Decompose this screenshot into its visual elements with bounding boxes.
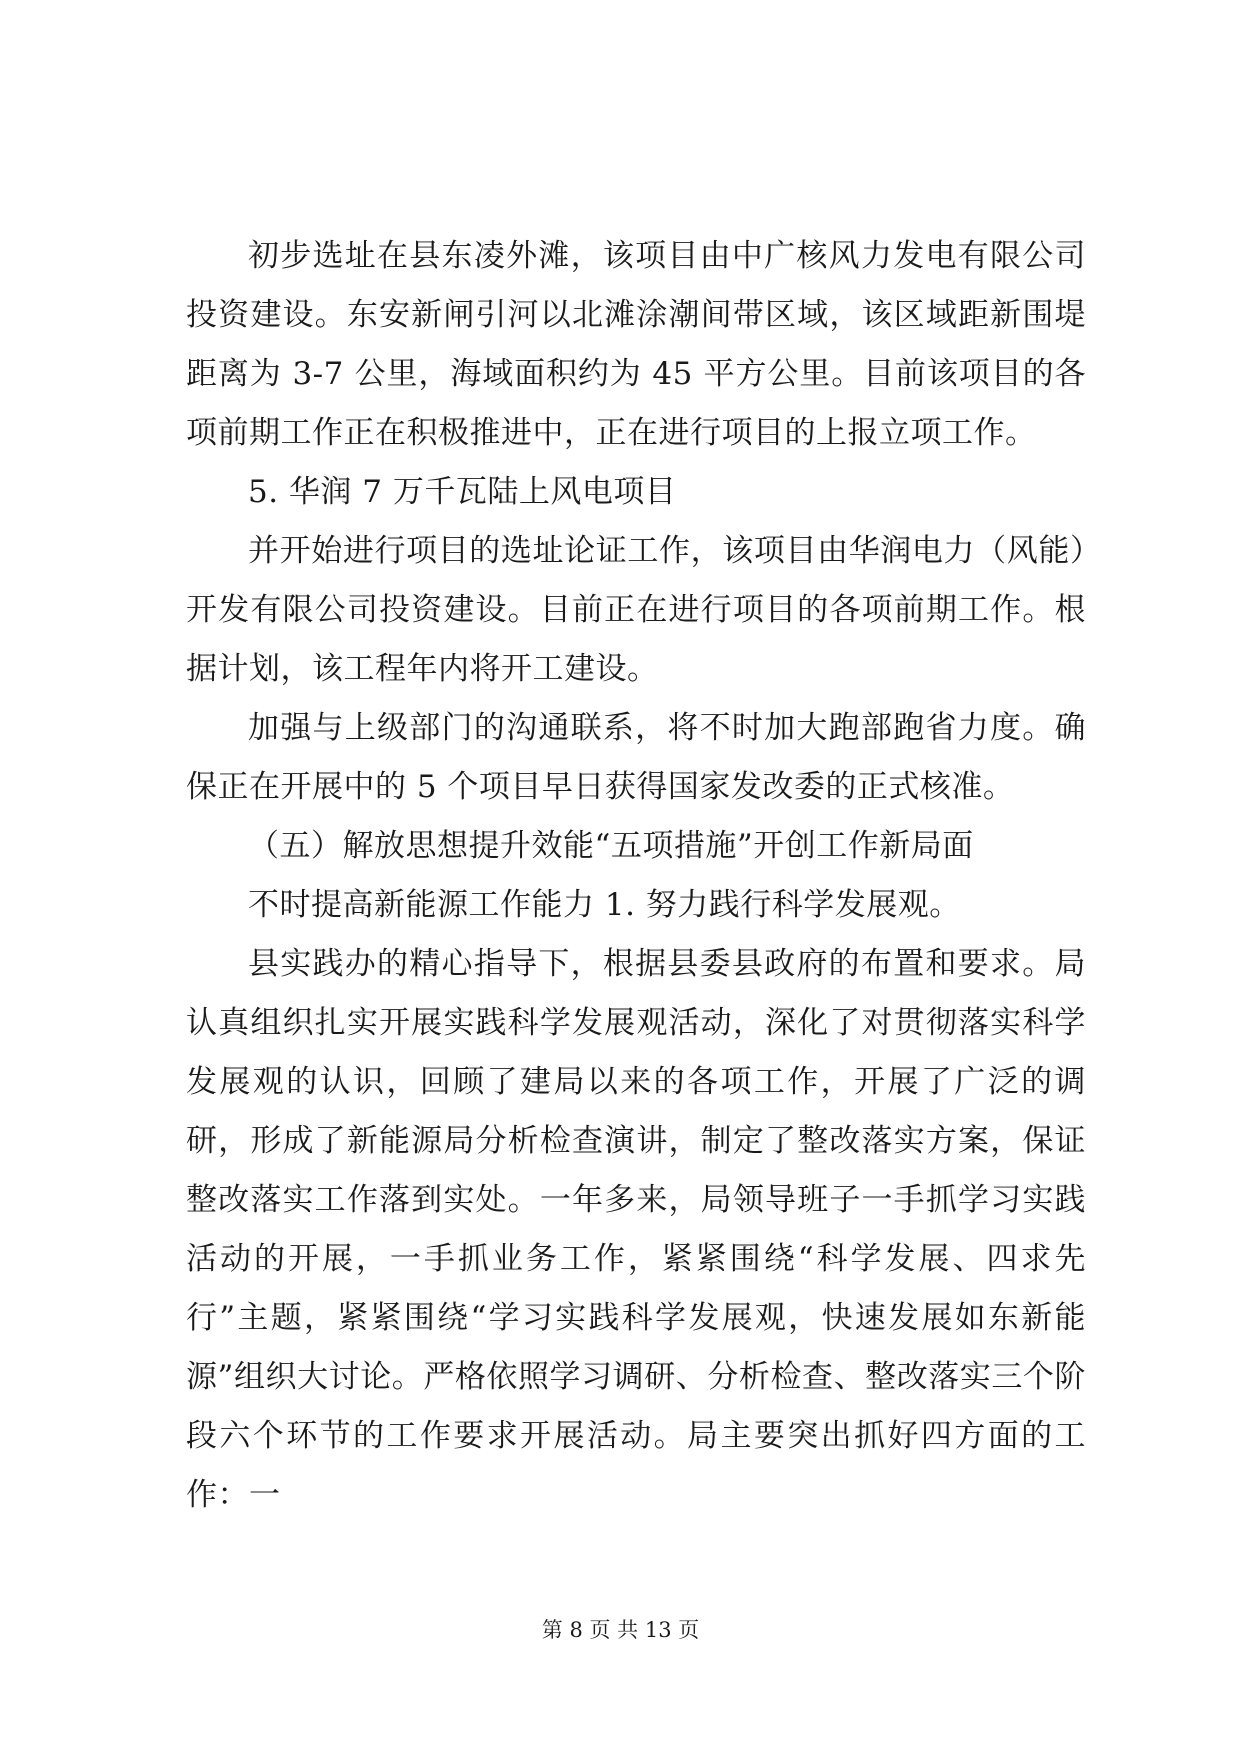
page-number-label: 第 8 页 共 13 页	[541, 1618, 700, 1642]
paragraph-project-site: 初步选址在县东凌外滩，该项目由中广核风力发电有限公司投资建设。东安新闸引河以北滩涂潮间带区域，该区域距新围堤距离为 3-7 公里，海域面积约为 45 平方公里。目前该项目的各项前期工作正在积极推进中，正在进行项目的上报立项工作。	[186, 238, 1086, 451]
document-body	[186, 227, 1086, 1525]
heading-huarun-wind-project: 5. 华润 7 万千瓦陆上风电项目	[248, 474, 677, 510]
paragraph-improve-capability: 不时提高新能源工作能力 1. 努力践行科学发展观。	[248, 887, 961, 923]
heading-section-five: （五）解放思想提升效能“五项措施”开创工作新局面	[248, 828, 974, 864]
paragraph-practice-activity: 县实践办的精心指导下，根据县委县政府的布置和要求。局认真组织扎实开展实践科学发展观活动，深化了对贯彻落实科学发展观的认识，回顾了建局以来的各项工作，开展了广泛的调研，形成了新能源局分析检查演讲，制定了整改落实方案，保证整改落实工作落到实处。一年多来，局领导班子一手抓学习实践活动的开展，一手抓业务工作，紧紧围绕“科学发展、四求先行”主题，紧紧围绕“学习实践科学发展观，快速发展如东新能源”组织大讨论。严格依照学习调研、分析检查、整改落实三个阶段六个环节的工作要求开展活动。局主要突出抓好四方面的工作：一	[186, 946, 1086, 1513]
paragraph-huarun-site-selection: 并开始进行项目的选址论证工作，该项目由华润电力（风能）开发有限公司投资建设。目前正在进行项目的各项前期工作。根据计划，该工程年内将开工建设。	[186, 533, 1086, 687]
page-footer	[0, 1615, 1241, 1645]
paragraph-strengthen-communication: 加强与上级部门的沟通联系，将不时加大跑部跑省力度。确保正在开展中的 5 个项目早日获得国家发改委的正式核准。	[186, 710, 1086, 805]
